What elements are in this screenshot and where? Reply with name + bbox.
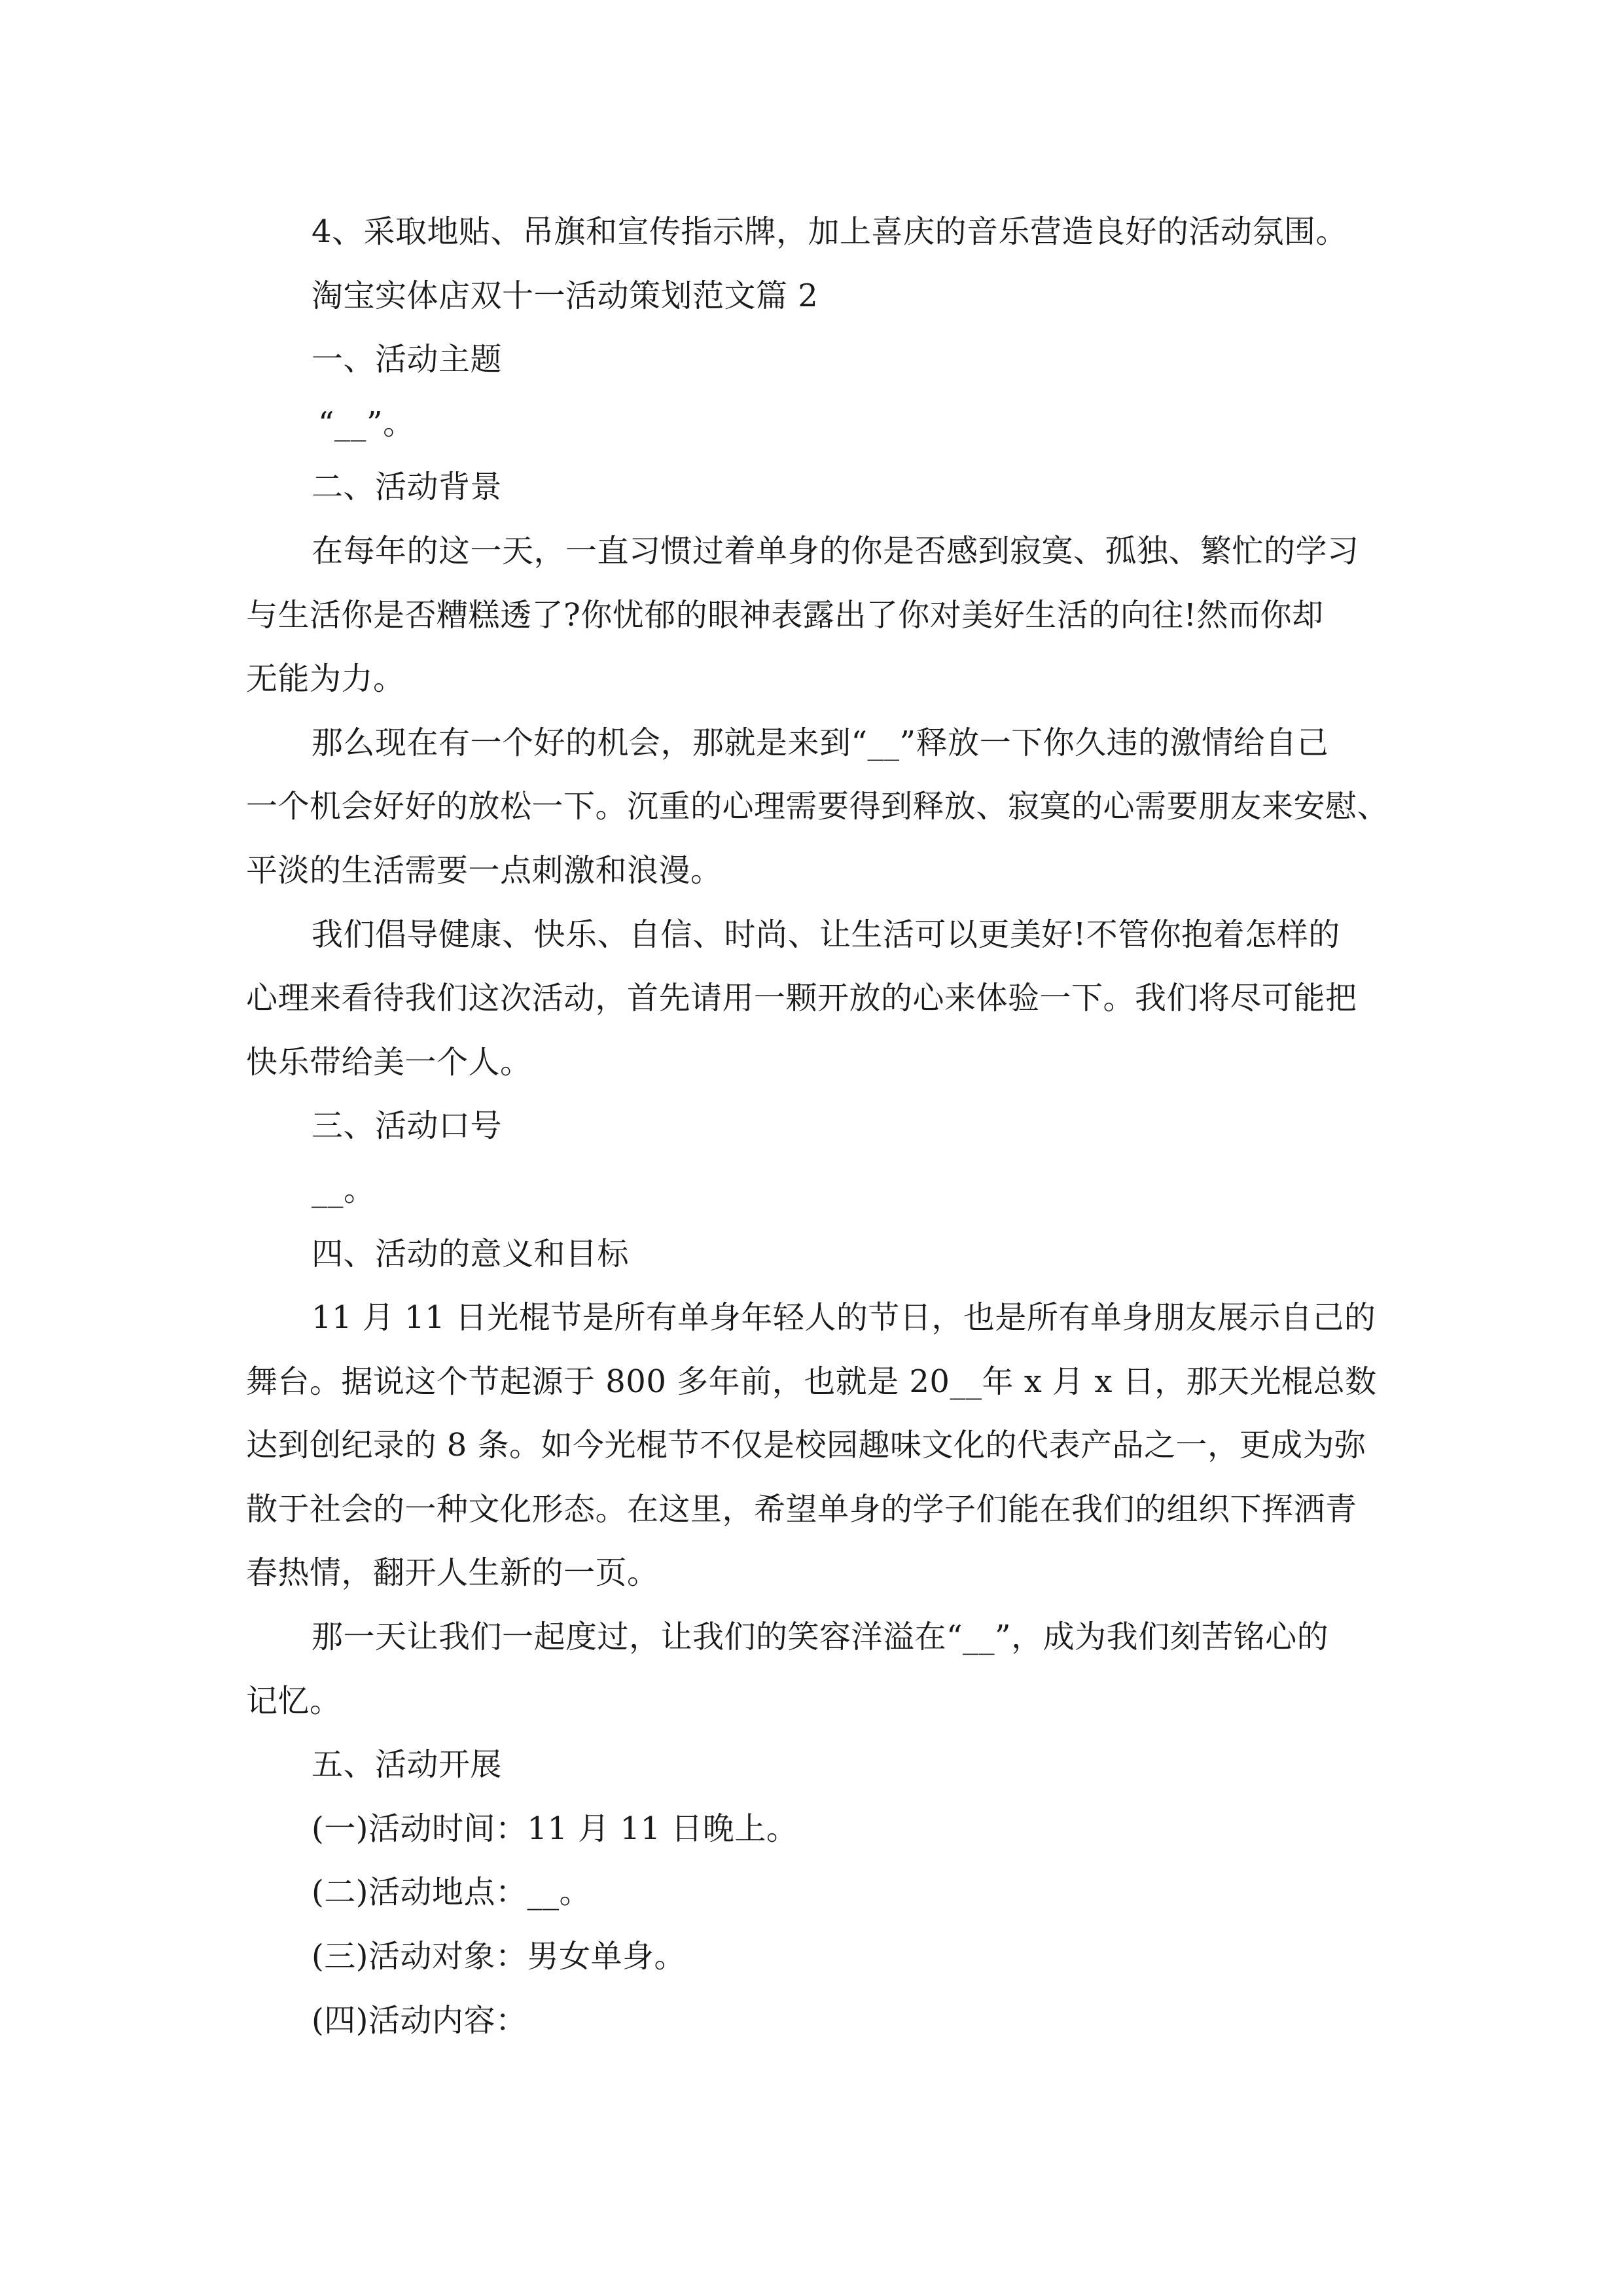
paragraph-line: 我们倡导健康、快乐、自信、时尚、让生活可以更美好!不管你抱着怎样的	[312, 916, 1340, 953]
paragraph-line: 春热情，翻开人生新的一页。	[246, 1554, 659, 1592]
list-item-4-decoration: 4、采取地贴、吊旗和宣传指示牌，加上喜庆的音乐营造良好的活动氛围。	[312, 213, 1348, 250]
heading-activity-meaning: 四、活动的意义和目标	[312, 1235, 630, 1272]
heading-activity-development: 五、活动开展	[312, 1746, 503, 1784]
activity-content: (四)活动内容：	[312, 2001, 527, 2039]
paragraph-line: 散于社会的一种文化形态。在这里，希望单身的学子们能在我们的组织下挥洒青	[246, 1490, 1357, 1528]
heading-activity-slogan: 三、活动口号	[312, 1107, 503, 1145]
paragraph-line: 舞台。据说这个节起源于 800 多年前，也就是 20__年 x 月 x 日，那天光棍总数	[246, 1363, 1377, 1400]
activity-audience: (三)活动对象：男女单身。	[312, 1938, 686, 1975]
paragraph-line: 快乐带给美一个人。	[246, 1043, 532, 1081]
paragraph-line: 那一天让我们一起度过，让我们的笑容洋溢在“__”，成为我们刻苦铭心的	[312, 1619, 1329, 1656]
paragraph-line: 达到创纪录的 8 条。如今光棍节不仅是校园趣味文化的代表产品之一，更成为弥	[246, 1427, 1366, 1464]
paragraph-line: 无能为力。	[246, 660, 405, 698]
paragraph-line: 11 月 11 日光棍节是所有单身年轻人的节日，也是所有单身朋友展示自己的	[312, 1299, 1376, 1336]
paragraph-line: 记忆。	[246, 1682, 342, 1719]
paragraph-line: 一个机会好好的放松一下。沉重的心理需要得到释放、寂寞的心需要朋友来安慰、	[246, 788, 1389, 825]
activity-location: (二)活动地点：__。	[312, 1874, 591, 1911]
paragraph-line: 心理来看待我们这次活动，首先请用一颗开放的心来体验一下。我们将尽可能把	[246, 980, 1357, 1017]
heading-activity-theme: 一、活动主题	[312, 341, 503, 378]
heading-activity-background: 二、活动背景	[312, 469, 503, 506]
theme-placeholder: “__”。	[318, 404, 415, 442]
paragraph-line: 在每年的这一天，一直习惯过着单身的你是否感到寂寞、孤独、繁忙的学习	[312, 532, 1359, 569]
activity-time: (一)活动时间：11 月 11 日晚上。	[312, 1810, 798, 1847]
section-title-article-2: 淘宝实体店双十一活动策划范文篇 2	[312, 277, 819, 314]
paragraph-line: 与生活你是否糟糕透了?你忧郁的眼神表露出了你对美好生活的向往!然而你却	[246, 596, 1324, 634]
paragraph-line: 平淡的生活需要一点刺激和浪漫。	[246, 852, 722, 889]
slogan-placeholder: __。	[312, 1171, 376, 1208]
paragraph-line: 那么现在有一个好的机会，那就是来到“__”释放一下你久违的激情给自己	[312, 724, 1329, 761]
document-page	[246, 200, 1389, 2053]
